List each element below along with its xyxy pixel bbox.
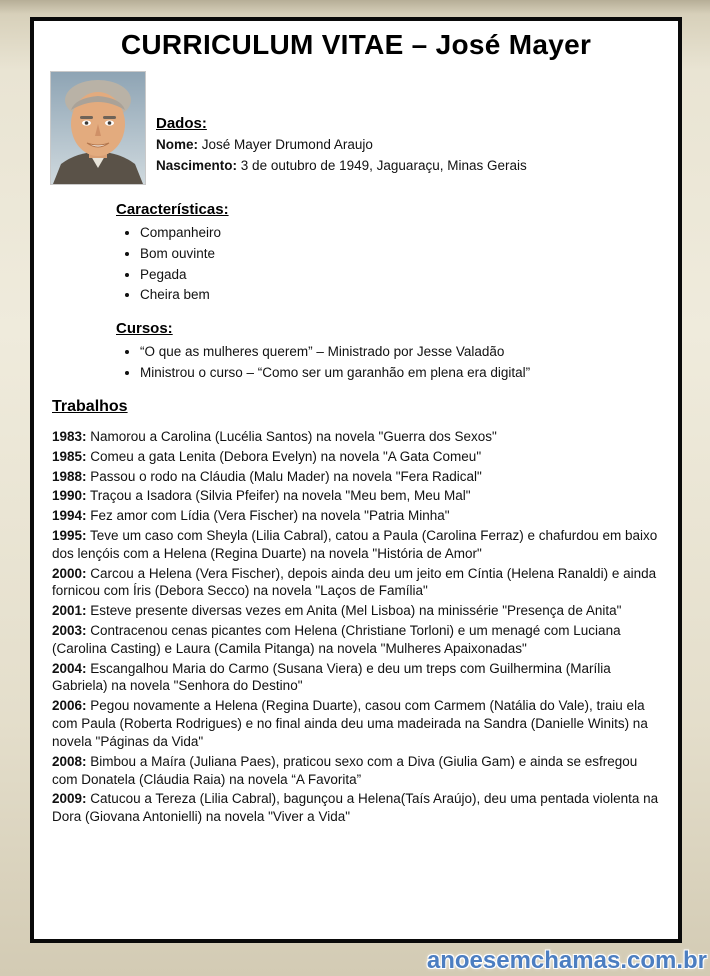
trabalho-text: Catucou a Tereza (Lilia Cabral), bagunçou a Helena(Taís Araújo), deu uma pentada violenta na Dora (Giovana Antonielli) na novela "Viver a Vida" bbox=[52, 791, 659, 825]
trabalhos-heading: Trabalhos bbox=[52, 397, 128, 415]
trabalho-year: 1985: bbox=[52, 448, 87, 464]
portrait-photo bbox=[50, 71, 146, 185]
trabalho-text: Pegou novamente a Helena (Regina Duarte), casou com Carmem (Natália do Vale), traiu ela com Paula (Roberta Rodrigues) e no final ainda deu uma madeirada na Sandra (Danielle Winits) na novela "Páginas da Vida" bbox=[52, 698, 648, 749]
cursos-list bbox=[120, 343, 662, 382]
trabalho-year: 2003: bbox=[52, 623, 87, 638]
trabalho-entry bbox=[52, 753, 662, 789]
trabalho-text: Carcou a Helena (Vera Fischer), depois ainda deu um jeito em Cíntia (Helena Ranaldi) e ainda fornicou com Íris (Debora Secco) na novela "Laços de Família" bbox=[52, 565, 657, 599]
trabalho-entry bbox=[52, 527, 662, 563]
trabalho-entry bbox=[52, 428, 662, 446]
nome-line bbox=[156, 136, 527, 155]
trabalho-year: 1994: bbox=[52, 508, 87, 524]
dados-row bbox=[50, 71, 662, 185]
trabalho-entry bbox=[52, 660, 662, 696]
caracteristicas-list bbox=[120, 224, 662, 304]
trabalho-year: 1995: bbox=[52, 527, 87, 543]
trabalho-entry bbox=[52, 602, 662, 620]
trabalho-text: Contracenou cenas picantes com Helena (Christiane Torloni) e um menagé com Luciana (Carolina Casting) e Laura (Camila Pitanga) na novela "Mulheres Apaixonadas" bbox=[52, 623, 621, 656]
trabalho-entry bbox=[52, 622, 662, 658]
trabalhos-section bbox=[52, 398, 662, 826]
trabalho-year: 1983: bbox=[52, 428, 87, 444]
trabalho-text: Namorou a Carolina (Lucélia Santos) na novela "Guerra dos Sexos" bbox=[90, 428, 497, 444]
trabalho-text: Passou o rodo na Cláudia (Malu Mader) na novela "Fera Radical" bbox=[90, 468, 482, 484]
trabalho-entry bbox=[52, 790, 662, 826]
page-title: CURRICULUM VITAE – José Mayer bbox=[120, 29, 592, 60]
list-item: • Cheira bem bbox=[140, 286, 662, 304]
trabalho-text: Traçou a Isadora (Silvia Pfeifer) na novela "Meu bem, Meu Mal" bbox=[90, 488, 471, 504]
trabalho-entry bbox=[52, 487, 662, 505]
trabalho-text: Comeu a gata Lenita (Debora Evelyn) na novela "A Gata Comeu" bbox=[90, 448, 482, 464]
nome-value: José Mayer Drumond Araujo bbox=[201, 137, 373, 152]
dados-heading: Dados: bbox=[156, 115, 207, 132]
nome-label: Nome: bbox=[156, 137, 199, 152]
trabalho-year: 2001: bbox=[52, 603, 87, 619]
trabalho-entry bbox=[52, 448, 662, 466]
trabalho-year: 1988: bbox=[52, 468, 87, 484]
portrait-illustration bbox=[51, 72, 145, 184]
list-item: • Pegada bbox=[140, 266, 662, 284]
list-item: • Companheiro bbox=[140, 224, 662, 242]
list-item: • Bom ouvinte bbox=[140, 245, 662, 263]
watermark: anoesemchamas.com.br bbox=[426, 947, 707, 974]
trabalho-text: Escangalhou Maria do Carmo (Susana Viera) e deu um treps com Guilhermina (Marília Gabriela) na novela "Senhora do Destino" bbox=[52, 660, 611, 694]
trabalho-year: 2009: bbox=[52, 791, 87, 807]
trabalho-year: 2000: bbox=[52, 565, 87, 581]
trabalho-text: Fez amor com Lídia (Vera Fischer) na novela "Patria Minha" bbox=[90, 508, 450, 524]
caracteristicas-heading: Características: bbox=[116, 201, 229, 218]
trabalho-year: 1990: bbox=[52, 488, 87, 504]
trabalho-entry bbox=[52, 565, 662, 601]
caracteristicas-section bbox=[116, 201, 662, 304]
nascimento-value: 3 de outubro de 1949, Jaguaraçu, Minas Gerais bbox=[240, 157, 527, 173]
trabalho-text: Esteve presente diversas vezes em Anita (Mel Lisboa) na minissérie "Presença de Anita" bbox=[90, 603, 622, 619]
list-item: • “O que as mulheres querem” – Ministrado por Jesse Valadão bbox=[140, 343, 662, 361]
nascimento-line bbox=[156, 157, 527, 176]
trabalho-entry bbox=[52, 507, 662, 525]
trabalho-entry bbox=[52, 697, 662, 750]
trabalho-year: 2004: bbox=[52, 660, 87, 676]
dados-section bbox=[156, 71, 527, 185]
trabalho-year: 2008: bbox=[52, 753, 87, 769]
trabalho-year: 2006: bbox=[52, 698, 87, 714]
cursos-heading: Cursos: bbox=[116, 320, 173, 338]
cv-frame bbox=[30, 17, 682, 943]
nascimento-label: Nascimento: bbox=[156, 157, 238, 173]
trabalho-text: Teve um caso com Sheyla (Lilia Cabral), catou a Paula (Carolina Ferraz) e chafurdou em baixo dos lençóis com a Helena (Regina Duarte) na novela "História de Amor" bbox=[52, 527, 658, 561]
list-item: • Ministrou o curso – “Como ser um garanhão em plena era digital” bbox=[140, 364, 662, 382]
cursos-section bbox=[116, 320, 662, 382]
trabalho-text: Bimbou a Maíra (Juliana Paes), praticou sexo com a Diva (Giulia Gam) e ainda se esfregou com Donatela (Cláudia Raia) na novela “A Favorita” bbox=[52, 753, 638, 787]
trabalho-entry bbox=[52, 468, 662, 486]
trabalhos-entries bbox=[52, 428, 662, 826]
